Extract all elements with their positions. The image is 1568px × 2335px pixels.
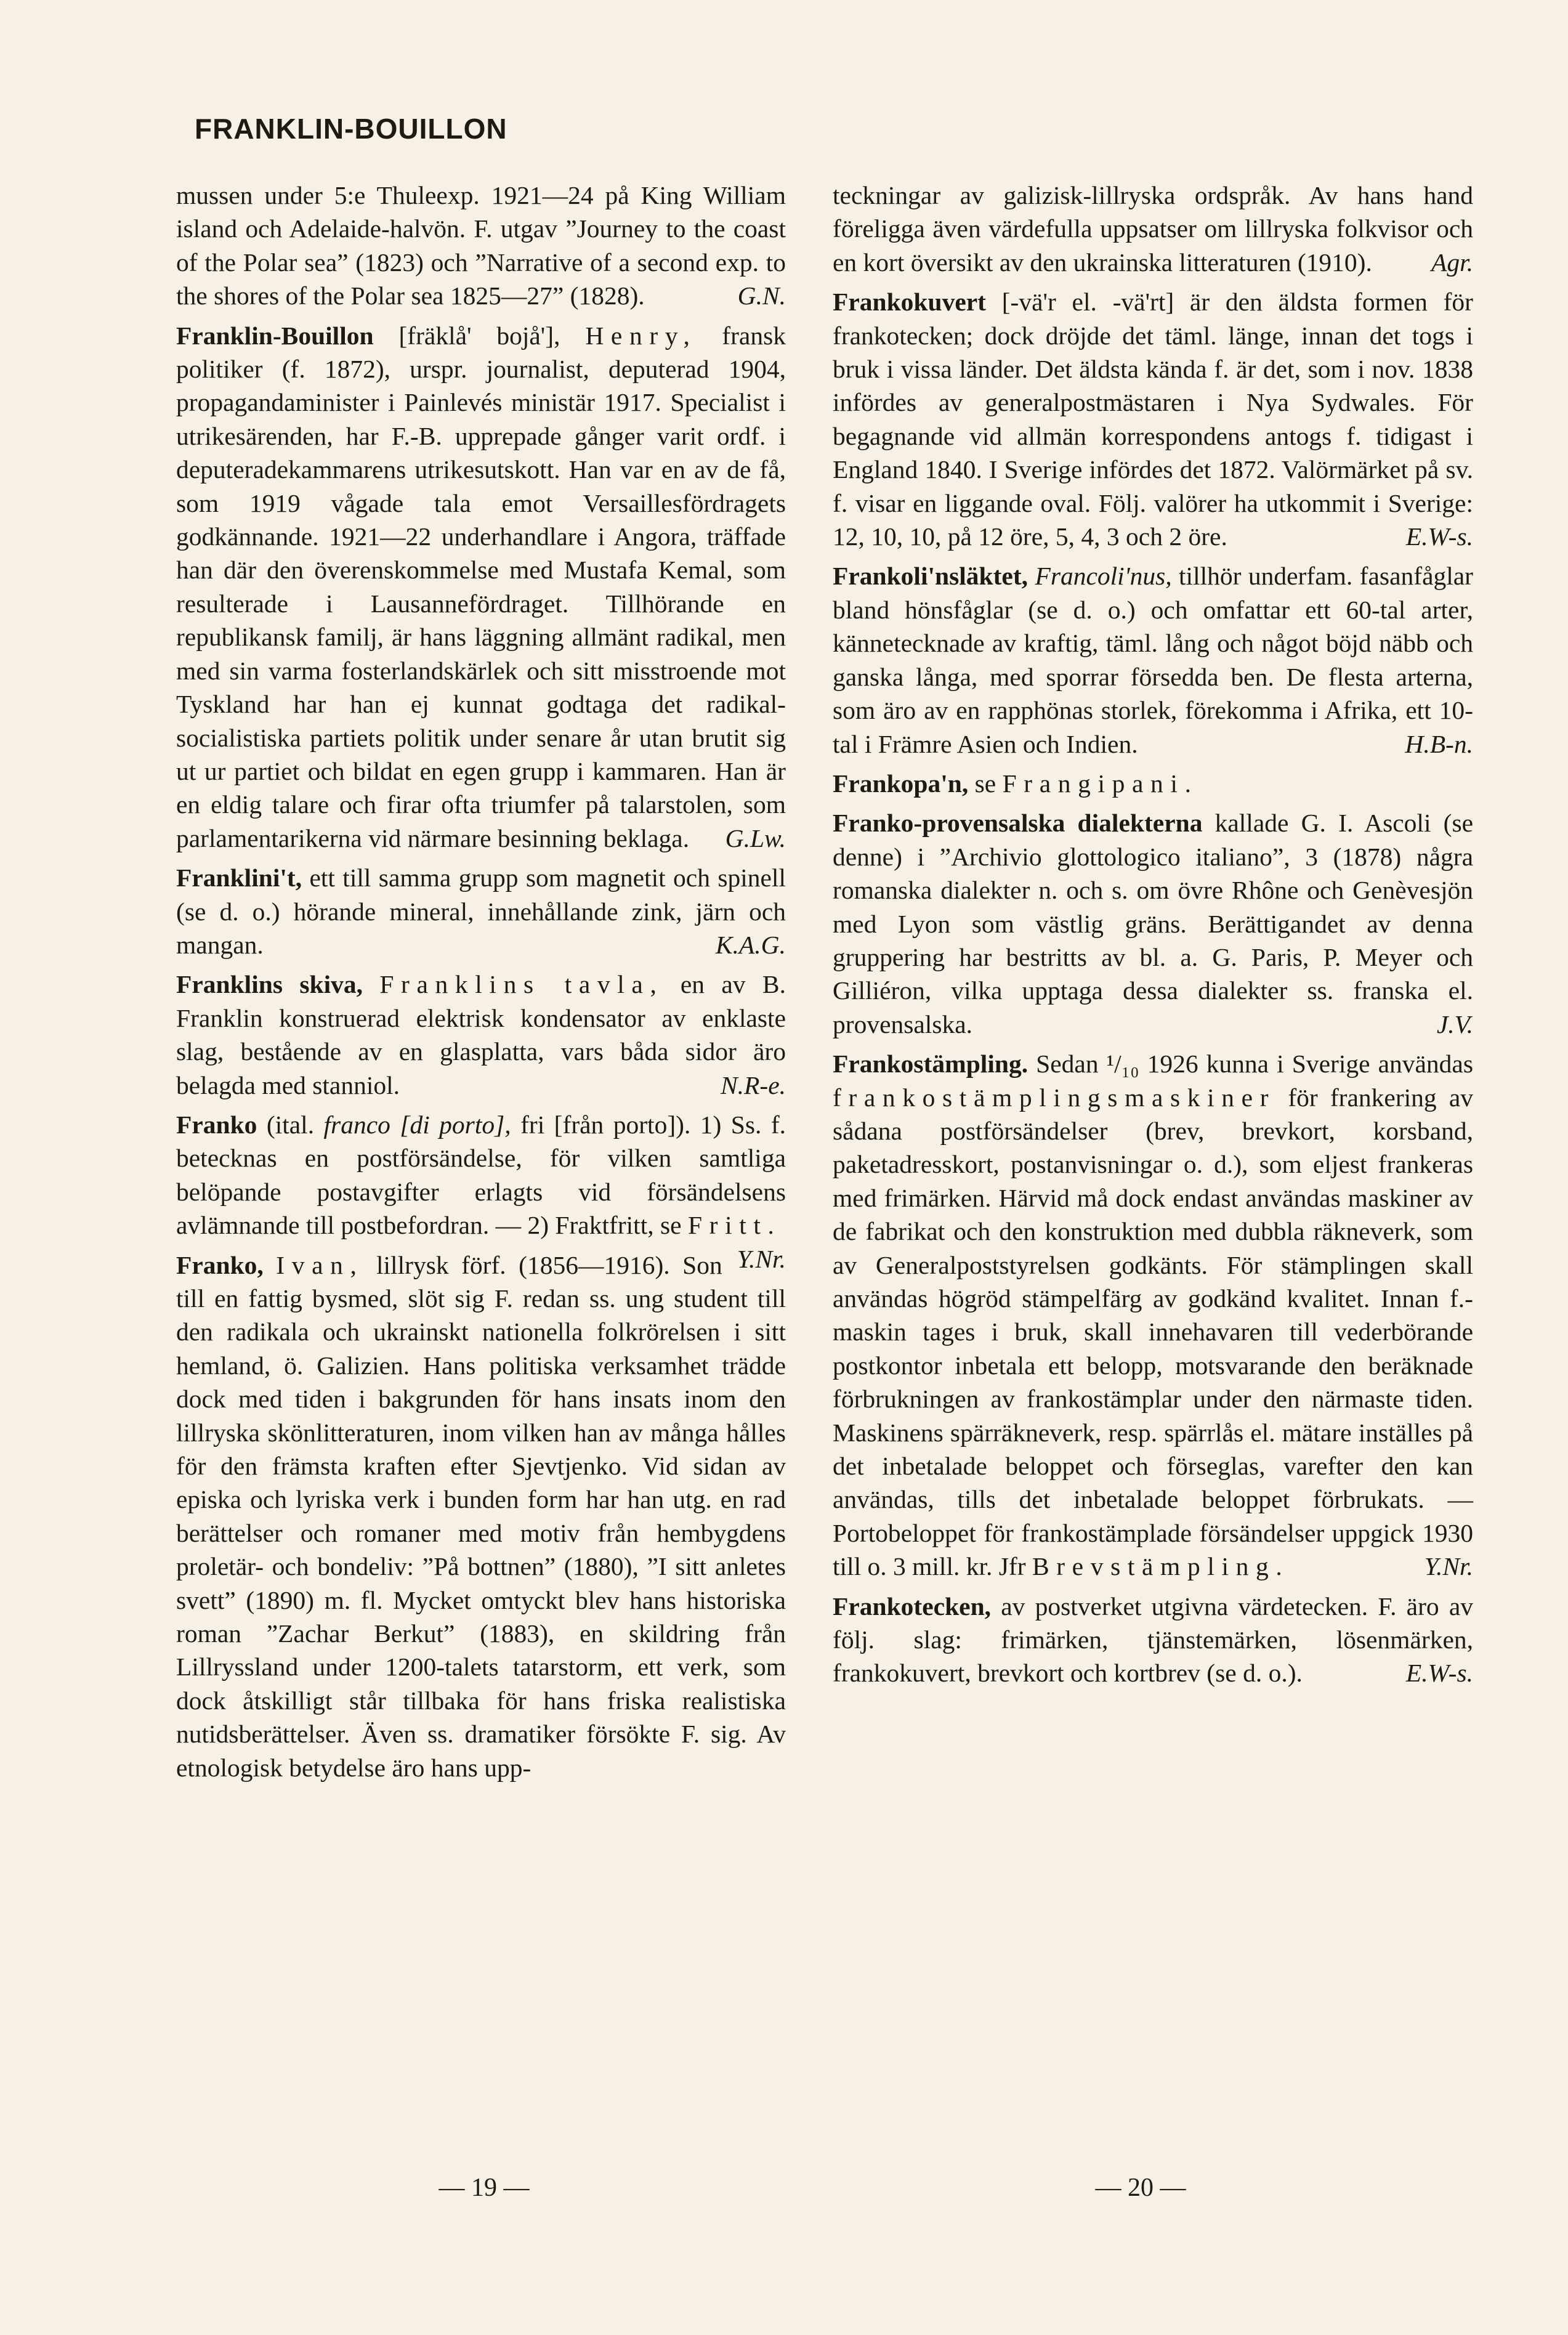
- given-name: Henry,: [585, 321, 697, 350]
- author-signature: G.N.: [737, 281, 786, 310]
- headword: Frankoli'nsläktet,: [833, 562, 1028, 591]
- headword: Franko: [176, 1110, 257, 1139]
- entry-text: teckningar av galizisk-lillryska ordspråk. Av hans hand föreligga även värdefulla uppsatser om lillryska folkvisor och en kort översikt av den ukrainska litteraturen (1910).: [833, 181, 1473, 277]
- entry-text: tillhör underfam. fasanfåglar bland hönsfåglar (se d. o.) och omfattar ett 60-tal arter, kännetecknade av kraftig, täml. lång och något böjd näbb och ganska långa, med sporrar försedda ben. De flesta arterna, som äro av en rapphönas storlek, förekomma i Afrika, ett 10-tal i Främre Asien och Indien.: [833, 562, 1474, 758]
- author-signature: J.V.: [1436, 1010, 1473, 1038]
- entry-text: Sedan ¹/₁₀ 1926 kunna i Sverige användas: [1036, 1050, 1474, 1078]
- entry-frankokuvert: [833, 285, 1473, 553]
- author-signature: Y.Nr.: [1424, 1552, 1473, 1581]
- author-signature: G.Lw.: [725, 824, 786, 852]
- author-signature: Agr.: [1431, 248, 1473, 277]
- author-signature: E.W-s.: [1405, 522, 1473, 551]
- entry-franko-ivan: [176, 1248, 786, 1785]
- entry-franklins-skiva: [176, 968, 786, 1102]
- entry-franko-ivan-continued: [833, 179, 1473, 279]
- entry-franklin-continued: [176, 179, 786, 313]
- entry-franklinit: [176, 861, 786, 961]
- entry-franklin-bouillon: [176, 319, 786, 856]
- entry-frankotecken: [833, 1590, 1473, 1690]
- cross-reference: Fritt.: [687, 1211, 782, 1240]
- entry-text: för frankering av sådana postförsändelser (brev, brevkort, korsband, paketadresskort, postanvisningar o. d.), som eljest frankeras med frimärken. Härvid må dock endast användas maskiner av de fabrikat och den konstruktion med dubbla räkneverk, som av Generalpoststyrelsen godkänts. För stämplingen skall användas högröd stämpelfärg av godkänd kvalitet. Innan f.-maskin tages i bruk, skall innehavaren till vederbörande postkontor inbetala ett belopp, motsvarande den beräknade förbrukningen av frankostämplar under den närmaste tiden. Maskinens spärräkneverk, resp. spärrlås el. mätare inställes på det inbetalade beloppet och förseglas, varefter den kan användas, tills det inbetalade beloppet förbrukats. — Portobeloppet för frankostämplade försändelser uppgick 1930 till o. 3 mill. kr. Jfr: [833, 1083, 1474, 1581]
- entry-franko-provensalska: [833, 806, 1473, 1041]
- entry-frankopan: [833, 767, 1473, 800]
- entry-text: lillrysk förf. (1856—1916). Son till en fattig bysmed, slöt sig F. redan ss. ung student till den radikala och ukrainskt nationella folkrörelsen i sitt hemland, ö. Galizien. Hans politiska verksamhet trädde dock med tiden i bakgrunden för hans insats inom den lillryska skönlitteraturen, inom vilken han av många hålles för den främsta kraften efter Sjevtjenko. Vid sidan av episka och lyriska verk i bunden form har han utg. en rad berättelser och romaner med motiv från hembygdens proletär- och bondeliv: ”På bottnen” (1880), ”I sitt anletes svett” (1890) m. fl. Mycket omtyckt blev hans historiska roman ”Zachar Berkut” (1883), en skildring från Lillryssland under 1200-talets tatarstorm, ett verk, som dock åtskilligt står tillbaka för hans friska realistiska nutidsberättelser. Även ss. dramatiker försökte F. sig. Av etnologisk betydelse äro hans upp-: [176, 1250, 786, 1782]
- headword: Franklins skiva,: [176, 970, 363, 999]
- left-column: [176, 179, 786, 1791]
- right-column: [833, 179, 1473, 1696]
- headword: Frankokuvert: [833, 288, 986, 317]
- headword: Frankopa'n,: [833, 769, 969, 798]
- spaced-term: Franklins tavla,: [379, 970, 664, 999]
- entry-text: ett till samma grupp som magnetit och spinell (se d. o.) hörande mineral, innehållande zink, järn och mangan.: [176, 864, 786, 959]
- entry-text: fransk politiker (f. 1872), urspr. journalist, deputerad 1904, propagandaminister i Painlevés ministär 1917. Specialist i utrikesärenden, har F.-B. upprepade gånger varit ordf. i deputeradekammarens utrikesutskott. Han var en av de få, som 1919 vågade tala emot Versaillesfördragets godkännande. 1921—22 underhandlare i Angora, träffade han där den överenskommelse med Mustafa Kemal, som resulterade i Lausannefördraget. Tillhörande en republikansk familj, är hans läggning allmänt radikal, men med sin varma fosterlandskärlek och sitt misstroende mot Tyskland har han ej kunnat godtaga det radikal-socialistiska partiets politik under senare år utan brutit sig ut ur partiet och bildat en egen grupp i kammaren. Han är en eldig talare och firar ofta triumfer på talarstolen, som parlamentarikerna vid närmare besinning beklaga.: [176, 321, 786, 852]
- entry-text: av postverket utgivna värdetecken. F. äro av följ. slag: frimärken, tjänstemärken, lösenmärken, frankokuvert, brevkort och kortbrev (se d. o.).: [833, 1592, 1473, 1688]
- entry-text: se: [974, 769, 996, 798]
- headword: Franklin-Bouillon: [176, 321, 374, 350]
- entry-text: [-vä'r el. -vä'rt] är den äldsta formen för frankotecken; dock dröjde det täml. länge, innan det togs i bruk i vissa länder. Det äldsta kända f. är det, som i nov. 1838 infördes av generalpostmästaren i Nya Sydwales. För begagnande vid allmän korrespondens antogs f. tidigast i England 1840. I Sverige infördes det 1872. Valörmärket på sv. f. visar en liggande oval. Följ. valörer ha utkommit i Sverige: 12, 10, 10, på 12 öre, 5, 4, 3 och 2 öre.: [833, 288, 1473, 551]
- entry-text: kallade G. I. Ascoli (se denne) i ”Archivio glottologico italiano”, 3 (1878) några romanska dialekter n. och s. om övre Rhône och Genèvesjön med Lyon som västlig gräns. Berättigandet av denna gruppering har bestritts av bl. a. G. Paris, P. Meyer och Gilliéron, vilka upptaga dessa dialekter ss. franska el. provensalska.: [833, 809, 1474, 1038]
- entry-text: fri [från porto]). 1) Ss. f. betecknas en postförsändelse, för vilken samtliga belöpande postavgifter erlagts vid försändelsens avlämnande till postbefordran. — 2) Fraktfritt, se: [176, 1110, 786, 1240]
- entry-frankostampling: [833, 1047, 1473, 1584]
- spaced-term: frankostämplingsmaskiner: [833, 1083, 1276, 1112]
- italic-term: Francoli'nus,: [1035, 562, 1172, 591]
- given-name: Ivan,: [276, 1250, 364, 1279]
- page-number-right: — 20 —: [1095, 2174, 1186, 2202]
- author-signature: K.A.G.: [715, 930, 786, 959]
- entry-text: (ital.: [266, 1110, 315, 1139]
- author-signature: Y.Nr.: [737, 1244, 786, 1273]
- entry-text: mussen under 5:e Thuleexp. 1921—24 på King William island och Adelaide-halvön. F. utgav ”Journey to the coast of the Polar sea” (1823) och ”Narrative of a second exp. to the shores of the Polar sea 1825—27” (1828).: [176, 181, 786, 310]
- headword: Frankostämpling.: [833, 1050, 1028, 1078]
- page-number-left: — 19 —: [438, 2174, 530, 2202]
- author-signature: E.W-s.: [1405, 1659, 1473, 1688]
- author-signature: H.B-n.: [1405, 729, 1473, 758]
- entry-frankolinslaktet: [833, 559, 1473, 760]
- running-head: FRANKLIN-BOUILLON: [195, 113, 507, 145]
- italic-term: franco [di porto],: [323, 1110, 511, 1139]
- cross-reference: Brevstämpling.: [1032, 1552, 1290, 1581]
- headword: Franklini't,: [176, 864, 302, 892]
- author-signature: N.R-e.: [720, 1070, 786, 1099]
- entry-text: en av B. Franklin konstruerad elektrisk kondensator av enklaste slag, bestående av en glasplatta, vars båda sidor äro belagda med stanniol.: [176, 970, 786, 1099]
- headword: Frankotecken,: [833, 1592, 992, 1621]
- pronunciation: [fräklå' bojå'],: [398, 321, 560, 350]
- cross-reference: Frangipani.: [1002, 769, 1198, 798]
- headword: Franko-provensalska dialekterna: [833, 809, 1203, 838]
- headword: Franko,: [176, 1250, 264, 1279]
